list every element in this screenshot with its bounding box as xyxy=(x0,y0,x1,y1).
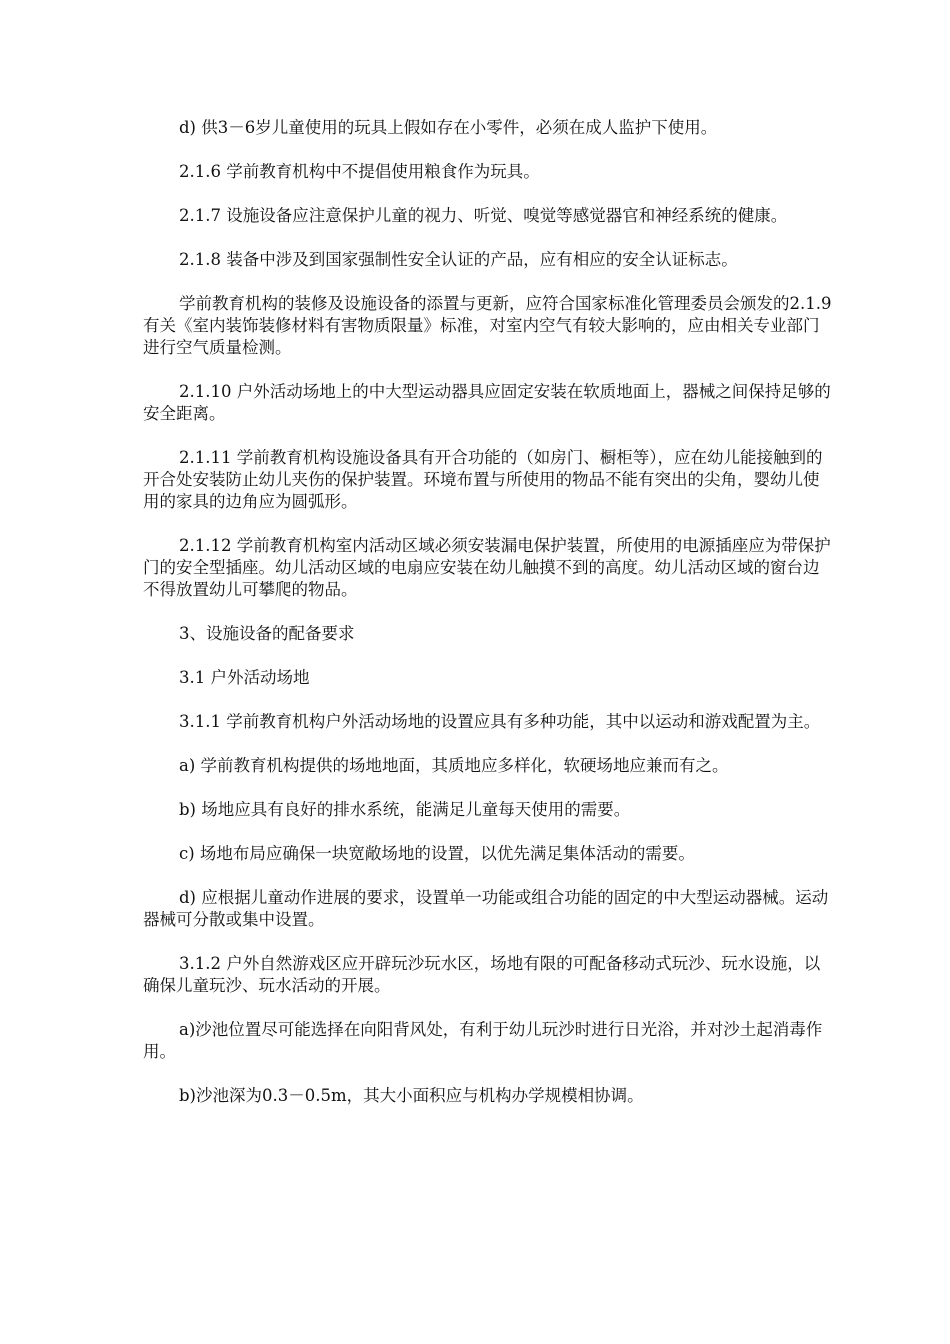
section-heading-3-1: 3.1 户外活动场地 xyxy=(179,668,310,687)
paragraph-2-1-6: 2.1.6 学前教育机构中不提倡使用粮食作为玩具。 xyxy=(179,162,540,181)
paragraph-2-1-10: 2.1.10 户外活动场地上的中大型运动器具应固定安装在软质地面上，器械之间保持足够的安全距离。 xyxy=(143,382,831,423)
list-item-b-sandpit-depth: b)沙池深为0.3－0.5m，其大小面积应与机构办学规模相协调。 xyxy=(179,1086,644,1105)
section-heading-3: 3、设施设备的配备要求 xyxy=(179,624,355,643)
document-page xyxy=(143,117,833,1129)
paragraph-2-1-12: 2.1.12 学前教育机构室内活动区域必须安装漏电保护装置，所使用的电源插座应为带保护门的安全型插座。幼儿活动区域的电扇应安装在幼儿触摸不到的高度。幼儿活动区域的窗台边不得放置幼儿可攀爬的物品。 xyxy=(143,536,831,599)
paragraph-3-1-1: 3.1.1 学前教育机构户外活动场地的设置应具有多种功能，其中以运动和游戏配置为主。 xyxy=(179,712,821,731)
list-item-c-layout: c) 场地布局应确保一块宽敞场地的设置，以优先满足集体活动的需要。 xyxy=(179,844,695,863)
paragraph-2-1-7: 2.1.7 设施设备应注意保护儿童的视力、听觉、嗅觉等感觉器官和神经系统的健康。 xyxy=(179,206,788,225)
paragraph-2-1-9: 学前教育机构的装修及设施设备的添置与更新，应符合国家标准化管理委员会颁发的2.1.9 有关《室内装饰装修材料有害物质限量》标准，对室内空气有较大影响的，应由相关专业部门进行空气质量检测。 xyxy=(143,294,832,357)
paragraph-2-1-8: 2.1.8 装备中涉及到国家强制性安全认证的产品，应有相应的安全认证标志。 xyxy=(179,250,738,269)
list-item-a-ground: a) 学前教育机构提供的场地地面，其质地应多样化，软硬场地应兼而有之。 xyxy=(179,756,729,775)
list-item-b-drainage: b) 场地应具有良好的排水系统，能满足儿童每天使用的需要。 xyxy=(179,800,631,819)
paragraph-3-1-2: 3.1.2 户外自然游戏区应开辟玩沙玩水区，场地有限的可配备移动式玩沙、玩水设施，以确保儿童玩沙、玩水活动的开展。 xyxy=(143,954,821,995)
list-item-d-equipment: d) 应根据儿童动作进展的要求，设置单一功能或组合功能的固定的中大型运动器械。运动器械可分散或集中设置。 xyxy=(143,888,829,929)
paragraph-2-1-11: 2.1.11 学前教育机构设施设备具有开合功能的（如房门、橱柜等），应在幼儿能接触到的开合处安装防止幼儿夹伤的保护装置。环境布置与所使用的物品不能有突出的尖角，婴幼儿使用的家具的边角应为圆弧形。 xyxy=(143,448,823,511)
paragraph-toy-small-parts: d) 供3－6岁儿童使用的玩具上假如存在小零件，必须在成人监护下使用。 xyxy=(179,118,718,137)
list-item-a-sandpit-location: a)沙池位置尽可能选择在向阳背风处，有利于幼儿玩沙时进行日光浴，并对沙土起消毒作用。 xyxy=(143,1020,823,1061)
